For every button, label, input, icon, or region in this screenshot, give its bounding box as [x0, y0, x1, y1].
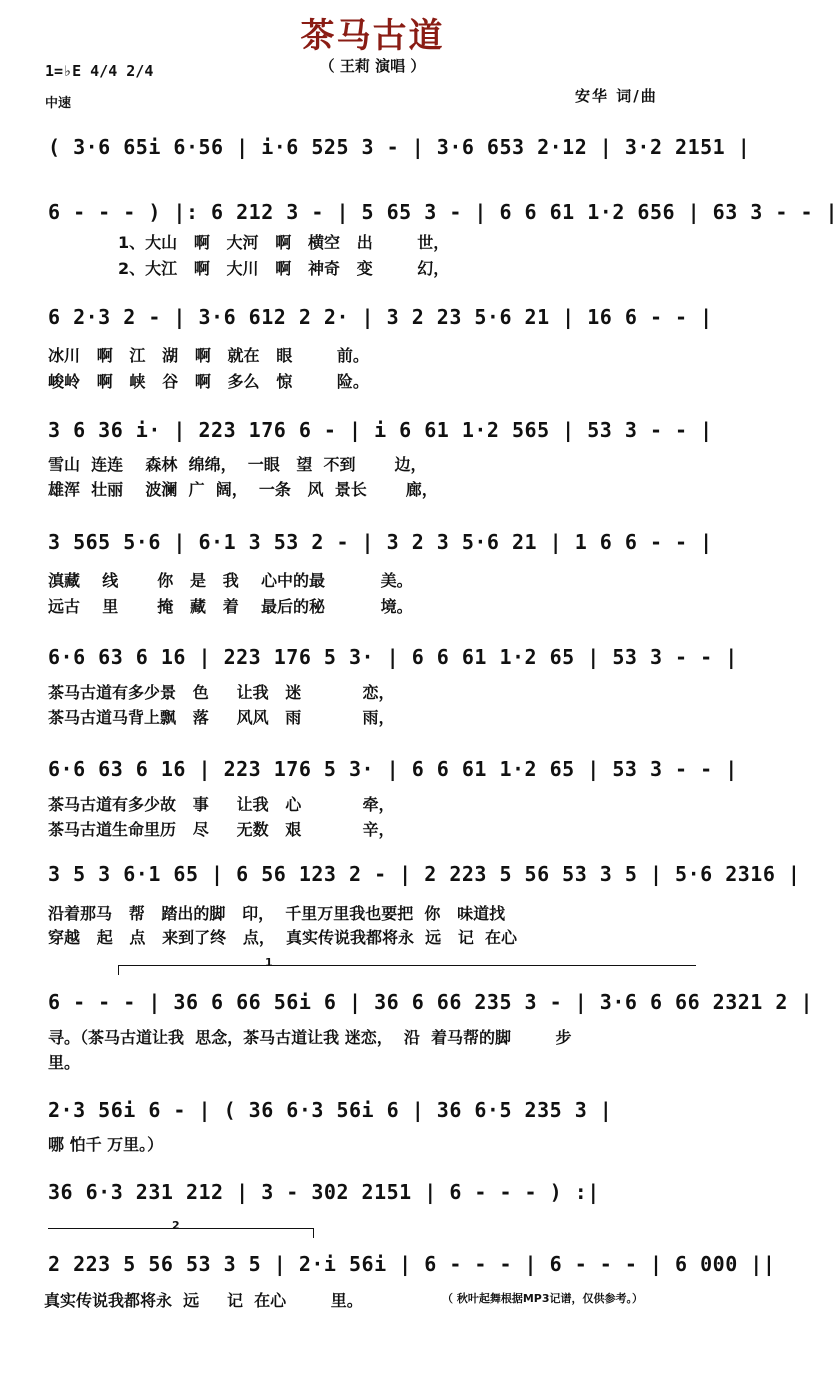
score-system-12: 2 223 5 56 53 3 5 | 2·i 56i | 6 - - - | 6 - - - | 6 000 ||: [48, 1252, 776, 1276]
score-system-5: 3 565 5·6 | 6·1 3 53 2 - | 3 2 3 5·6 21 | 1 6 6 - - |: [48, 530, 713, 554]
lyric-line: 真实传说我都将永 远 记 在心 里。: [44, 1291, 363, 1310]
lyric-line: 寻。（茶马古道让我 思念，茶马古道让我 迷恋， 沿 着马帮的脚 步: [48, 1028, 572, 1047]
lyric-line: 冰川 啊 江 湖 啊 就在 眼 前。: [48, 346, 369, 365]
volta-bracket-2: [48, 1228, 313, 1229]
score-system-1: ( 3·6 65i 6·56 | i·6 525 3 - | 3·6 653 2·12 | 3·2 2151 |: [48, 135, 751, 159]
score-system-2: 6 - - - ) |: 6 212 3 - | 5 65 3 - | 6 6 61 1·2 656 | 63 3 - - |: [48, 200, 838, 224]
singer-credit: （ 王莉 演唱 ）: [319, 57, 426, 75]
lyric-line: 茶马古道有多少故 事 让我 心 牵，: [48, 795, 395, 814]
lyric-line: 雄浑 壮丽 波澜 广 阔， 一条 风 景长 廊，: [48, 480, 438, 499]
key-signature: 1=♭E 4/4 2/4: [45, 62, 154, 80]
lyric-line: 茶马古道有多少景 色 让我 迷 恋，: [48, 683, 395, 702]
lyric-line: 滇藏 线 你 是 我 心中的最 美。: [48, 571, 413, 590]
score-system-4: 3 6 36 i· | 223 176 6 - | i 6 61 1·2 565 | 53 3 - - |: [48, 418, 713, 442]
lyric-line: 哪 怕千 万里。）: [48, 1135, 164, 1154]
lyric-line: 穿越 起 点 来到了终 点， 真实传说我都将永 远 记 在心: [48, 928, 517, 947]
lyric-line: 1、大山 啊 大河 啊 横空 出 世，: [118, 233, 450, 252]
score-system-8: 3 5 3 6·1 65 | 6 56 123 2 - | 2 223 5 56 53 3 5 | 5·6 2316 |: [48, 862, 801, 886]
author-credit: 安华 词/曲: [575, 87, 658, 105]
tempo-marking: 中速: [45, 96, 72, 111]
lyric-line: 雪山 连连 森林 绵绵， 一眼 望 不到 边，: [48, 455, 427, 474]
volta-number-2: 2: [172, 1219, 180, 1232]
lyric-line: 2、大江 啊 大川 啊 神奇 变 幻，: [118, 259, 450, 278]
lyric-line: 茶马古道生命里历 尽 无数 艰 辛，: [48, 820, 395, 839]
transcription-footnote: （ 秋叶起舞根据MP3记谱，仅供参考。）: [442, 1292, 643, 1305]
volta-bracket-1: [118, 965, 696, 966]
volta-number-1: 1: [265, 956, 273, 969]
score-system-9: 6 - - - | 36 6 66 56i 6 | 36 6 66 235 3 - | 3·6 6 66 2321 2 |: [48, 990, 814, 1014]
volta-bracket-edge: [313, 1228, 314, 1238]
score-system-7: 6·6 63 6 16 | 223 176 5 3· | 6 6 61 1·2 65 | 53 3 - - |: [48, 757, 738, 781]
lyric-line: 远古 里 掩 藏 着 最后的秘 境。: [48, 597, 413, 616]
lyric-line: 里。: [48, 1053, 81, 1072]
lyric-line: 茶马古道马背上飘 落 风风 雨 雨，: [48, 708, 395, 727]
song-title: 茶马古道: [300, 16, 445, 56]
score-system-3: 6 2·3 2 - | 3·6 612 2 2· | 3 2 23 5·6 21 | 16 6 - - |: [48, 305, 713, 329]
score-system-6: 6·6 63 6 16 | 223 176 5 3· | 6 6 61 1·2 65 | 53 3 - - |: [48, 645, 738, 669]
volta-bracket-edge: [118, 965, 119, 975]
lyric-line: 峻岭 啊 峡 谷 啊 多么 惊 险。: [48, 372, 369, 391]
score-system-10: 2·3 56i 6 - | ( 36 6·3 56i 6 | 36 6·5 235 3 |: [48, 1098, 613, 1122]
score-system-11: 36 6·3 231 212 | 3 - 302 2151 | 6 - - - ) :|: [48, 1180, 600, 1204]
lyric-line: 沿着那马 帮 踏出的脚 印， 千里万里我也要把 你 味道找: [48, 904, 506, 923]
